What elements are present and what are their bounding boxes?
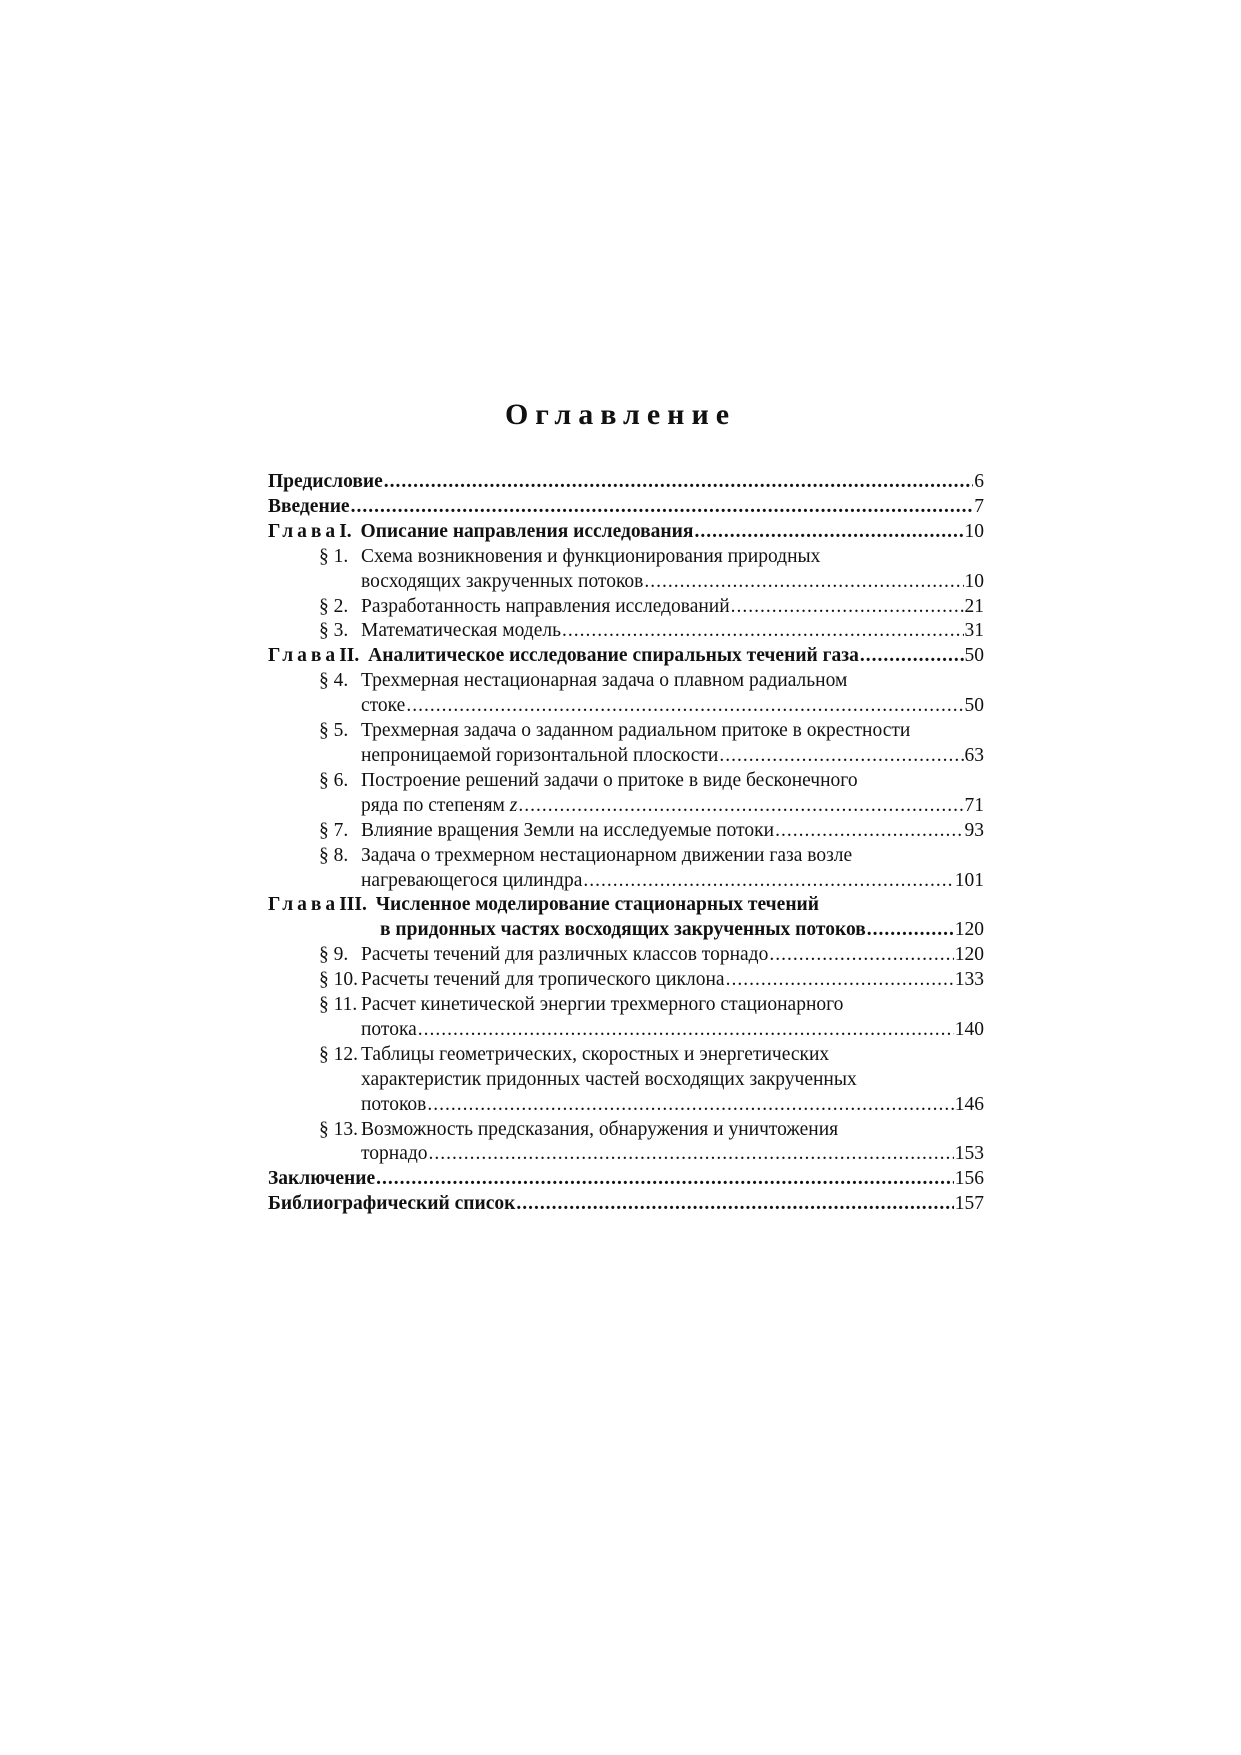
page-number: 10 [964,520,984,542]
toc-entry-section[interactable] [268,819,984,844]
toc-line [268,794,984,819]
dot-leader [860,644,964,669]
dot-leader [427,1093,953,1118]
toc-entry-section[interactable] [268,595,984,620]
toc-entry-section[interactable] [268,993,984,1043]
dot-leader [769,943,953,968]
dot-leader [562,619,964,644]
toc-line [268,744,984,769]
toc-entry-chapter[interactable] [268,893,984,943]
section-number: § 10. [319,969,358,991]
entry-title: Схема возникновения и функционирования природных [361,545,821,567]
toc-line [268,545,984,570]
page-number: 101 [954,869,984,891]
entry-title: потоков [361,1093,427,1115]
page-number: 7 [974,495,984,517]
section-number: § 4. [319,670,349,692]
page-title: Оглавление [504,398,737,431]
dot-leader [406,694,963,719]
toc-line [268,520,984,545]
page-number: 156 [954,1168,984,1190]
toc-line [268,1068,984,1093]
entry-title: Описание направления исследования [360,520,694,542]
toc-entry-section[interactable] [268,844,984,894]
dot-leader [518,794,963,819]
toc-line [268,1118,984,1143]
chapter-keyword: Глава [268,645,340,667]
entry-title: нагревающегося цилиндра [361,869,583,891]
toc-line [268,719,984,744]
page-number: 140 [954,1018,984,1040]
section-number: § 3. [319,620,349,642]
section-number: § 8. [319,844,349,866]
dot-leader [418,1018,954,1043]
entry-title: потока [361,1018,417,1040]
dot-leader [644,570,963,595]
toc-entry-section[interactable] [268,719,984,769]
entry-title: Численное моделирование стационарных течений [375,894,820,916]
toc-entry-section[interactable] [268,1043,984,1118]
toc-entry-section[interactable] [268,769,984,819]
chapter-keyword: Глава [268,894,340,916]
toc-entry-section[interactable] [268,943,984,968]
toc-entry-chapter[interactable] [268,644,984,669]
toc-line [268,619,984,644]
dot-leader [384,470,973,495]
toc-entry-section[interactable] [268,968,984,993]
entry-title: Аналитическое исследование спиральных течений газа [368,645,859,667]
toc-line [268,769,984,794]
page-number: 21 [964,595,984,617]
entry-title: Влияние вращения Земли на исследуемые потоки [361,819,775,841]
toc-line [268,1043,984,1068]
entry-title: Построение решений задачи о притоке в виде бесконечного [361,769,858,791]
toc-line [268,694,984,719]
dot-leader [351,495,974,520]
entry-title: непроницаемой горизонтальной плоскости [361,744,719,766]
toc-entry-section[interactable] [268,1118,984,1168]
toc-entry-section[interactable] [268,669,984,719]
toc-line [268,844,984,869]
toc-line [268,470,984,495]
toc-line [268,570,984,595]
page-number: 133 [954,969,984,991]
entry-title: Введение [268,495,350,517]
page-number: 93 [964,819,984,841]
toc-line [268,869,984,894]
entry-title: в придонных частях восходящих закрученных потоков [380,919,866,941]
page-number: 31 [964,620,984,642]
section-number: § 2. [319,595,349,617]
dot-leader [583,869,953,894]
entry-title: Задача о трехмерном нестационарном движении газа возле [361,844,853,866]
section-number: § 7. [319,819,349,841]
entry-title: Расчеты течений для тропического циклона [361,969,725,991]
entry-title: Библиографический список [268,1193,516,1215]
entry-title: Расчет кинетической энергии трехмерного стационарного [361,994,844,1016]
dot-leader [726,968,954,993]
page-number: 120 [954,944,984,966]
entry-title: Трехмерная нестационарная задача о плавном радиальном [361,670,848,692]
toc-line [268,893,984,918]
toc-entry-section[interactable] [268,619,984,644]
entry-title: Возможность предсказания, обнаружения и уничтожения [361,1118,839,1140]
toc-line [268,495,984,520]
section-number: § 5. [319,720,349,742]
dot-leader [775,819,963,844]
toc-line [268,1018,984,1043]
entry-title: восходящих закрученных потоков [361,570,644,592]
toc-entry-top[interactable] [268,1192,984,1217]
page-number: 50 [964,645,984,667]
toc-line [268,1142,984,1167]
page-number: 153 [954,1143,984,1165]
page-number: 120 [954,919,984,941]
toc-line [268,993,984,1018]
entry-title: Таблицы геометрических, скоростных и энергетических [361,1043,830,1065]
section-number: § 1. [319,545,349,567]
dot-leader [719,744,963,769]
entry-title: Трехмерная задача о заданном радиальном притоке в окрестности [361,720,911,742]
toc-entry-top[interactable] [268,1167,984,1192]
dot-leader [516,1192,953,1217]
toc-line [268,819,984,844]
toc-entry-section[interactable] [268,545,984,595]
toc-line [268,1093,984,1118]
table-of-contents [268,470,984,1217]
section-number: § 13. [319,1118,358,1140]
page-number: 50 [964,695,984,717]
toc-line [268,943,984,968]
entry-title: Заключение [268,1168,376,1190]
entry-title: характеристик придонных частей восходящих закрученных [361,1068,857,1090]
section-number: § 9. [319,944,349,966]
toc-entry-top[interactable] [268,495,984,520]
chapter-number: II. [339,645,365,667]
page-number: 10 [964,570,984,592]
page-number: 6 [974,471,984,492]
toc-line [268,1167,984,1192]
dot-leader [429,1142,954,1167]
toc-line [268,1192,984,1217]
toc-entry-top[interactable] [268,470,984,495]
toc-line [268,595,984,620]
toc-entry-chapter[interactable] [268,520,984,545]
chapter-keyword: Глава [268,520,340,542]
dot-leader [376,1167,954,1192]
entry-title: торнадо [361,1143,428,1165]
section-number: § 12. [319,1043,358,1065]
page-number: 63 [964,744,984,766]
page-number: 157 [954,1193,984,1215]
toc-line [268,644,984,669]
chapter-number: III. [339,894,372,916]
entry-title: Разработанность направления исследований [361,595,730,617]
entry-title: Предисловие [268,471,383,492]
page-number: 146 [954,1093,984,1115]
entry-title: ряда по степеням z [361,794,518,816]
entry-title: стоке [361,695,406,717]
toc-line [268,968,984,993]
section-number: § 6. [319,769,349,791]
dot-leader [867,918,954,943]
section-number: § 11. [319,994,358,1016]
entry-title: Математическая модель [361,620,561,642]
toc-line [268,669,984,694]
page-number: 71 [964,794,984,816]
entry-title: Расчеты течений для различных классов торнадо [361,944,769,966]
dot-leader [694,520,963,545]
dot-leader [731,595,964,620]
chapter-number: I. [339,520,357,542]
toc-line [268,918,984,943]
